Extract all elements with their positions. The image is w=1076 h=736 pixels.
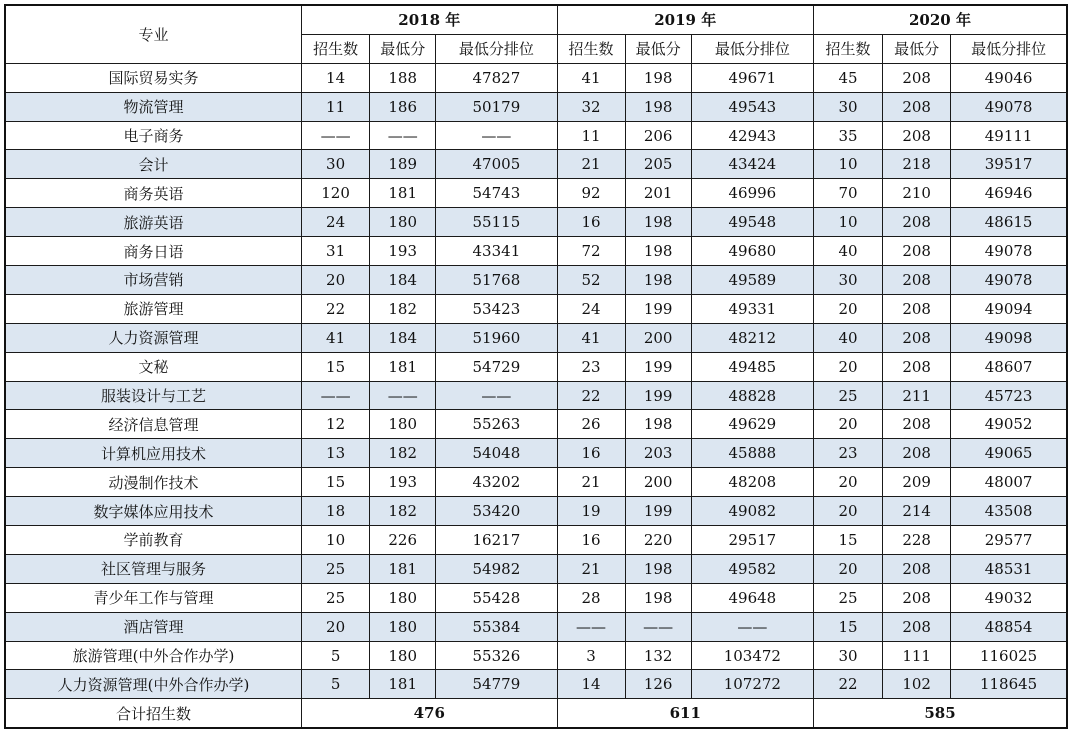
table-row bbox=[5, 266, 1067, 295]
table-row bbox=[5, 670, 1067, 699]
min-score-2020-cell: 208 bbox=[883, 352, 951, 381]
enrollment-2019-cell: 41 bbox=[557, 323, 625, 352]
min-rank-2019-cell: 49671 bbox=[691, 63, 813, 92]
min-rank-2020-cell: 49094 bbox=[951, 294, 1067, 323]
enrollment-2019-cell: 16 bbox=[557, 208, 625, 237]
subheader-enrollment: 招生数 bbox=[302, 34, 370, 63]
table-row bbox=[5, 63, 1067, 92]
min-score-2020-cell: 208 bbox=[883, 92, 951, 121]
table-row bbox=[5, 352, 1067, 381]
enrollment-2018-cell: 12 bbox=[302, 410, 370, 439]
subheader-min-score: 最低分 bbox=[883, 34, 951, 63]
enrollment-2018-cell: 31 bbox=[302, 237, 370, 266]
min-rank-2020-cell: 48854 bbox=[951, 612, 1067, 641]
min-rank-2020-cell: 118645 bbox=[951, 670, 1067, 699]
table-row bbox=[5, 583, 1067, 612]
enrollment-2018-cell: 20 bbox=[302, 266, 370, 295]
min-score-2019-cell: 198 bbox=[625, 410, 691, 439]
min-score-2020-cell: 208 bbox=[883, 410, 951, 439]
enrollment-2020-cell: 35 bbox=[813, 121, 882, 150]
min-rank-2018-cell: 55263 bbox=[436, 410, 557, 439]
min-score-2020-cell: 102 bbox=[883, 670, 951, 699]
subheader-min-rank: 最低分排位 bbox=[691, 34, 813, 63]
min-rank-2019-cell: 48828 bbox=[691, 381, 813, 410]
enrollment-2020-cell: 30 bbox=[813, 641, 882, 670]
enrollment-2019-cell: 92 bbox=[557, 179, 625, 208]
min-rank-2020-cell: 49098 bbox=[951, 323, 1067, 352]
table-row bbox=[5, 237, 1067, 266]
enrollment-2019-cell: 52 bbox=[557, 266, 625, 295]
min-rank-2018-cell: 43202 bbox=[436, 468, 557, 497]
enrollment-2020-cell: 20 bbox=[813, 554, 882, 583]
enrollment-2019-cell: 11 bbox=[557, 121, 625, 150]
min-score-2018-cell: 180 bbox=[370, 612, 436, 641]
table-row bbox=[5, 554, 1067, 583]
major-name-cell: 会计 bbox=[5, 150, 302, 179]
subheader-min-rank: 最低分排位 bbox=[951, 34, 1067, 63]
min-rank-2019-cell: 46996 bbox=[691, 179, 813, 208]
min-score-2018-cell: 181 bbox=[370, 352, 436, 381]
min-rank-2020-cell: 49111 bbox=[951, 121, 1067, 150]
enrollment-2020-cell: 70 bbox=[813, 179, 882, 208]
min-score-2019-cell: 198 bbox=[625, 208, 691, 237]
min-score-2018-cell: 182 bbox=[370, 497, 436, 526]
min-score-2020-cell: 208 bbox=[883, 121, 951, 150]
min-rank-2019-cell: —— bbox=[691, 612, 813, 641]
table-footer bbox=[5, 699, 1067, 728]
enrollment-2018-cell: 15 bbox=[302, 468, 370, 497]
enrollment-2018-cell: —— bbox=[302, 121, 370, 150]
min-rank-2020-cell: 49078 bbox=[951, 266, 1067, 295]
min-rank-2020-cell: 49032 bbox=[951, 583, 1067, 612]
min-score-2018-cell: 184 bbox=[370, 266, 436, 295]
min-score-2018-cell: 182 bbox=[370, 294, 436, 323]
min-score-2020-cell: 209 bbox=[883, 468, 951, 497]
enrollment-2018-cell: 5 bbox=[302, 641, 370, 670]
min-rank-2019-cell: 49485 bbox=[691, 352, 813, 381]
min-rank-2018-cell: 47827 bbox=[436, 63, 557, 92]
min-rank-2019-cell: 49629 bbox=[691, 410, 813, 439]
enrollment-2018-cell: 25 bbox=[302, 583, 370, 612]
min-rank-2018-cell: 43341 bbox=[436, 237, 557, 266]
enrollment-2020-cell: 45 bbox=[813, 63, 882, 92]
min-rank-2018-cell: 54729 bbox=[436, 352, 557, 381]
enrollment-2018-cell: 120 bbox=[302, 179, 370, 208]
min-score-2020-cell: 208 bbox=[883, 583, 951, 612]
min-rank-2020-cell: 49065 bbox=[951, 439, 1067, 468]
table-row bbox=[5, 323, 1067, 352]
min-score-2018-cell: 189 bbox=[370, 150, 436, 179]
table-row bbox=[5, 612, 1067, 641]
min-score-2019-cell: 201 bbox=[625, 179, 691, 208]
enrollment-2018-cell: 18 bbox=[302, 497, 370, 526]
enrollment-2020-cell: 15 bbox=[813, 526, 882, 555]
enrollment-2018-cell: 24 bbox=[302, 208, 370, 237]
min-score-2020-cell: 208 bbox=[883, 612, 951, 641]
enrollment-2019-cell: 21 bbox=[557, 150, 625, 179]
enrollment-2020-cell: 20 bbox=[813, 352, 882, 381]
enrollment-2020-cell: 40 bbox=[813, 323, 882, 352]
min-rank-2018-cell: —— bbox=[436, 381, 557, 410]
min-score-2018-cell: 180 bbox=[370, 410, 436, 439]
enrollment-2020-cell: 10 bbox=[813, 208, 882, 237]
min-score-2020-cell: 208 bbox=[883, 294, 951, 323]
admissions-table-container bbox=[4, 4, 1068, 729]
table-row bbox=[5, 439, 1067, 468]
min-score-2019-cell: 200 bbox=[625, 323, 691, 352]
total-label: 合计招生数 bbox=[5, 699, 302, 728]
enrollment-2018-cell: —— bbox=[302, 381, 370, 410]
min-rank-2020-cell: 49078 bbox=[951, 237, 1067, 266]
min-rank-2020-cell: 48615 bbox=[951, 208, 1067, 237]
enrollment-2020-cell: 15 bbox=[813, 612, 882, 641]
major-name-cell: 计算机应用技术 bbox=[5, 439, 302, 468]
enrollment-2018-cell: 14 bbox=[302, 63, 370, 92]
min-rank-2019-cell: 45888 bbox=[691, 439, 813, 468]
min-rank-2020-cell: 49046 bbox=[951, 63, 1067, 92]
min-rank-2019-cell: 29517 bbox=[691, 526, 813, 555]
enrollment-2019-cell: 23 bbox=[557, 352, 625, 381]
min-score-2020-cell: 228 bbox=[883, 526, 951, 555]
min-rank-2020-cell: 48607 bbox=[951, 352, 1067, 381]
min-score-2019-cell: 200 bbox=[625, 468, 691, 497]
min-score-2019-cell: 198 bbox=[625, 554, 691, 583]
table-row bbox=[5, 526, 1067, 555]
min-rank-2019-cell: 49582 bbox=[691, 554, 813, 583]
table-row bbox=[5, 294, 1067, 323]
enrollment-2019-cell: 14 bbox=[557, 670, 625, 699]
min-score-2020-cell: 210 bbox=[883, 179, 951, 208]
enrollment-2020-cell: 20 bbox=[813, 294, 882, 323]
min-score-2019-cell: 199 bbox=[625, 352, 691, 381]
table-row bbox=[5, 468, 1067, 497]
major-name-cell: 经济信息管理 bbox=[5, 410, 302, 439]
enrollment-2019-cell: 3 bbox=[557, 641, 625, 670]
enrollment-2020-cell: 40 bbox=[813, 237, 882, 266]
min-score-2019-cell: 198 bbox=[625, 92, 691, 121]
min-rank-2019-cell: 103472 bbox=[691, 641, 813, 670]
total-2019: 611 bbox=[557, 699, 813, 728]
min-rank-2019-cell: 49543 bbox=[691, 92, 813, 121]
major-name-cell: 人力资源管理 bbox=[5, 323, 302, 352]
major-name-cell: 服装设计与工艺 bbox=[5, 381, 302, 410]
min-rank-2018-cell: 54982 bbox=[436, 554, 557, 583]
enrollment-2019-cell: 41 bbox=[557, 63, 625, 92]
min-score-2020-cell: 208 bbox=[883, 554, 951, 583]
min-score-2018-cell: 188 bbox=[370, 63, 436, 92]
major-name-cell: 动漫制作技术 bbox=[5, 468, 302, 497]
major-name-cell: 酒店管理 bbox=[5, 612, 302, 641]
min-score-2018-cell: 180 bbox=[370, 641, 436, 670]
major-name-cell: 国际贸易实务 bbox=[5, 63, 302, 92]
enrollment-2020-cell: 22 bbox=[813, 670, 882, 699]
min-rank-2020-cell: 116025 bbox=[951, 641, 1067, 670]
subheader-min-score: 最低分 bbox=[625, 34, 691, 63]
header-major: 专业 bbox=[5, 5, 302, 63]
enrollment-2019-cell: 26 bbox=[557, 410, 625, 439]
table-row bbox=[5, 641, 1067, 670]
min-score-2018-cell: 181 bbox=[370, 179, 436, 208]
min-rank-2018-cell: 53420 bbox=[436, 497, 557, 526]
min-rank-2019-cell: 107272 bbox=[691, 670, 813, 699]
min-score-2020-cell: 208 bbox=[883, 208, 951, 237]
enrollment-2018-cell: 11 bbox=[302, 92, 370, 121]
min-score-2020-cell: 208 bbox=[883, 237, 951, 266]
min-rank-2019-cell: 49680 bbox=[691, 237, 813, 266]
enrollment-2018-cell: 10 bbox=[302, 526, 370, 555]
subheader-min-rank: 最低分排位 bbox=[436, 34, 557, 63]
min-rank-2020-cell: 48007 bbox=[951, 468, 1067, 497]
min-rank-2018-cell: —— bbox=[436, 121, 557, 150]
min-score-2019-cell: 199 bbox=[625, 381, 691, 410]
min-rank-2020-cell: 48531 bbox=[951, 554, 1067, 583]
enrollment-2019-cell: 19 bbox=[557, 497, 625, 526]
enrollment-2020-cell: 25 bbox=[813, 583, 882, 612]
min-rank-2019-cell: 43424 bbox=[691, 150, 813, 179]
enrollment-2019-cell: 72 bbox=[557, 237, 625, 266]
enrollment-2019-cell: 21 bbox=[557, 554, 625, 583]
min-score-2018-cell: —— bbox=[370, 121, 436, 150]
enrollment-2018-cell: 30 bbox=[302, 150, 370, 179]
table-row bbox=[5, 179, 1067, 208]
min-score-2018-cell: 181 bbox=[370, 670, 436, 699]
table-row bbox=[5, 497, 1067, 526]
header-year-2018: 2018 年 bbox=[302, 5, 557, 34]
min-score-2018-cell: 186 bbox=[370, 92, 436, 121]
min-rank-2020-cell: 43508 bbox=[951, 497, 1067, 526]
table-row bbox=[5, 150, 1067, 179]
header-year-2020: 2020 年 bbox=[813, 5, 1067, 34]
enrollment-2019-cell: 32 bbox=[557, 92, 625, 121]
min-rank-2018-cell: 51768 bbox=[436, 266, 557, 295]
major-name-cell: 社区管理与服务 bbox=[5, 554, 302, 583]
major-name-cell: 青少年工作与管理 bbox=[5, 583, 302, 612]
major-name-cell: 旅游管理 bbox=[5, 294, 302, 323]
min-score-2018-cell: 226 bbox=[370, 526, 436, 555]
min-score-2018-cell: —— bbox=[370, 381, 436, 410]
min-score-2018-cell: 184 bbox=[370, 323, 436, 352]
major-name-cell: 文秘 bbox=[5, 352, 302, 381]
min-rank-2019-cell: 49082 bbox=[691, 497, 813, 526]
min-score-2019-cell: 199 bbox=[625, 294, 691, 323]
min-score-2019-cell: 199 bbox=[625, 497, 691, 526]
enrollment-2020-cell: 20 bbox=[813, 468, 882, 497]
enrollment-2019-cell: 16 bbox=[557, 439, 625, 468]
min-score-2018-cell: 193 bbox=[370, 468, 436, 497]
min-score-2019-cell: 198 bbox=[625, 266, 691, 295]
min-rank-2020-cell: 45723 bbox=[951, 381, 1067, 410]
major-name-cell: 旅游管理(中外合作办学) bbox=[5, 641, 302, 670]
min-rank-2019-cell: 48208 bbox=[691, 468, 813, 497]
enrollment-2018-cell: 22 bbox=[302, 294, 370, 323]
enrollment-2020-cell: 10 bbox=[813, 150, 882, 179]
enrollment-2020-cell: 25 bbox=[813, 381, 882, 410]
subheader-enrollment: 招生数 bbox=[557, 34, 625, 63]
enrollment-2020-cell: 23 bbox=[813, 439, 882, 468]
admissions-table bbox=[4, 4, 1068, 729]
min-rank-2018-cell: 47005 bbox=[436, 150, 557, 179]
enrollment-2020-cell: 20 bbox=[813, 410, 882, 439]
min-score-2019-cell: 206 bbox=[625, 121, 691, 150]
min-rank-2020-cell: 39517 bbox=[951, 150, 1067, 179]
min-rank-2018-cell: 55115 bbox=[436, 208, 557, 237]
enrollment-2020-cell: 30 bbox=[813, 92, 882, 121]
major-name-cell: 电子商务 bbox=[5, 121, 302, 150]
enrollment-2018-cell: 13 bbox=[302, 439, 370, 468]
min-score-2020-cell: 111 bbox=[883, 641, 951, 670]
min-score-2018-cell: 180 bbox=[370, 583, 436, 612]
min-score-2019-cell: 198 bbox=[625, 237, 691, 266]
enrollment-2019-cell: 28 bbox=[557, 583, 625, 612]
enrollment-2018-cell: 5 bbox=[302, 670, 370, 699]
min-score-2020-cell: 208 bbox=[883, 323, 951, 352]
major-name-cell: 数字媒体应用技术 bbox=[5, 497, 302, 526]
min-score-2019-cell: 198 bbox=[625, 583, 691, 612]
min-score-2019-cell: —— bbox=[625, 612, 691, 641]
table-row bbox=[5, 92, 1067, 121]
enrollment-2019-cell: —— bbox=[557, 612, 625, 641]
min-rank-2020-cell: 46946 bbox=[951, 179, 1067, 208]
table-row bbox=[5, 410, 1067, 439]
min-score-2020-cell: 208 bbox=[883, 266, 951, 295]
min-rank-2018-cell: 54743 bbox=[436, 179, 557, 208]
min-rank-2018-cell: 55326 bbox=[436, 641, 557, 670]
min-score-2020-cell: 211 bbox=[883, 381, 951, 410]
enrollment-2019-cell: 24 bbox=[557, 294, 625, 323]
min-rank-2019-cell: 49331 bbox=[691, 294, 813, 323]
enrollment-2018-cell: 41 bbox=[302, 323, 370, 352]
min-score-2018-cell: 182 bbox=[370, 439, 436, 468]
table-row bbox=[5, 121, 1067, 150]
major-name-cell: 旅游英语 bbox=[5, 208, 302, 237]
major-name-cell: 学前教育 bbox=[5, 526, 302, 555]
min-rank-2018-cell: 16217 bbox=[436, 526, 557, 555]
min-score-2019-cell: 198 bbox=[625, 63, 691, 92]
enrollment-2018-cell: 20 bbox=[302, 612, 370, 641]
min-score-2019-cell: 126 bbox=[625, 670, 691, 699]
min-rank-2019-cell: 49648 bbox=[691, 583, 813, 612]
min-score-2020-cell: 208 bbox=[883, 439, 951, 468]
min-score-2019-cell: 205 bbox=[625, 150, 691, 179]
table-header bbox=[5, 5, 1067, 63]
subheader-enrollment: 招生数 bbox=[813, 34, 882, 63]
enrollment-2020-cell: 30 bbox=[813, 266, 882, 295]
min-rank-2019-cell: 48212 bbox=[691, 323, 813, 352]
min-score-2018-cell: 193 bbox=[370, 237, 436, 266]
min-score-2020-cell: 208 bbox=[883, 63, 951, 92]
min-score-2020-cell: 218 bbox=[883, 150, 951, 179]
min-rank-2018-cell: 50179 bbox=[436, 92, 557, 121]
min-score-2018-cell: 180 bbox=[370, 208, 436, 237]
min-rank-2018-cell: 54779 bbox=[436, 670, 557, 699]
min-rank-2020-cell: 49052 bbox=[951, 410, 1067, 439]
min-rank-2019-cell: 42943 bbox=[691, 121, 813, 150]
min-rank-2018-cell: 51960 bbox=[436, 323, 557, 352]
major-name-cell: 商务英语 bbox=[5, 179, 302, 208]
total-2018: 476 bbox=[302, 699, 557, 728]
min-rank-2020-cell: 49078 bbox=[951, 92, 1067, 121]
min-rank-2020-cell: 29577 bbox=[951, 526, 1067, 555]
enrollment-2019-cell: 16 bbox=[557, 526, 625, 555]
min-score-2020-cell: 214 bbox=[883, 497, 951, 526]
min-rank-2018-cell: 55384 bbox=[436, 612, 557, 641]
min-rank-2019-cell: 49548 bbox=[691, 208, 813, 237]
min-score-2019-cell: 203 bbox=[625, 439, 691, 468]
table-row bbox=[5, 208, 1067, 237]
min-rank-2019-cell: 49589 bbox=[691, 266, 813, 295]
min-rank-2018-cell: 55428 bbox=[436, 583, 557, 612]
header-year-2019: 2019 年 bbox=[557, 5, 813, 34]
min-rank-2018-cell: 54048 bbox=[436, 439, 557, 468]
table-row bbox=[5, 381, 1067, 410]
subheader-min-score: 最低分 bbox=[370, 34, 436, 63]
min-score-2019-cell: 132 bbox=[625, 641, 691, 670]
min-rank-2018-cell: 53423 bbox=[436, 294, 557, 323]
min-score-2018-cell: 181 bbox=[370, 554, 436, 583]
enrollment-2018-cell: 25 bbox=[302, 554, 370, 583]
major-name-cell: 市场营销 bbox=[5, 266, 302, 295]
major-name-cell: 商务日语 bbox=[5, 237, 302, 266]
major-name-cell: 人力资源管理(中外合作办学) bbox=[5, 670, 302, 699]
enrollment-2019-cell: 22 bbox=[557, 381, 625, 410]
major-name-cell: 物流管理 bbox=[5, 92, 302, 121]
min-score-2019-cell: 220 bbox=[625, 526, 691, 555]
enrollment-2020-cell: 20 bbox=[813, 497, 882, 526]
enrollment-2018-cell: 15 bbox=[302, 352, 370, 381]
enrollment-2019-cell: 21 bbox=[557, 468, 625, 497]
total-2020: 585 bbox=[813, 699, 1067, 728]
table-body bbox=[5, 63, 1067, 699]
